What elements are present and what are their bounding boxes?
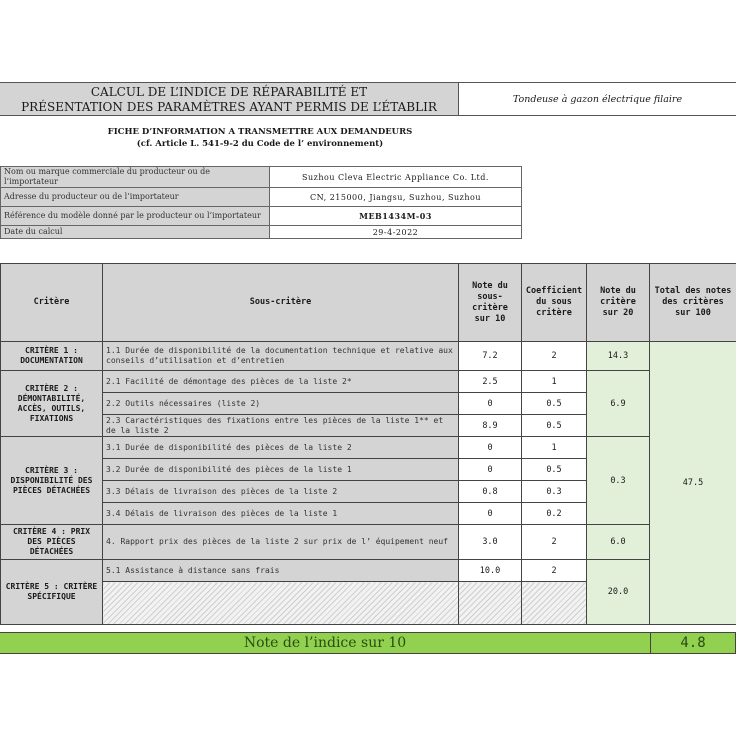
coef-2-3: 0.5 [522,415,587,437]
score-table [0,263,736,625]
sub-criterion-4: 4. Rapport prix des pièces de la liste 2 sur prix de l’ équipement neuf [103,525,459,560]
note10-3-2: 0 [459,459,522,481]
note20-1: 14.3 [587,342,650,371]
criterion-1-name: CRITÈRE 1 : DOCUMENTATION [1,342,103,371]
note10-5: 10.0 [459,560,522,582]
product-name: Tondeuse à gazon électrique filaire [458,82,736,116]
info-row [1,226,522,239]
info-value: 29-4-2022 [270,226,522,239]
note10-4: 3.0 [459,525,522,560]
note10-3-3: 0.8 [459,481,522,503]
coef-4: 2 [522,525,587,560]
fiche-line2: (cf. Article L. 541-9-2 du Code de l’ environnement) [136,139,384,149]
hatched-cell [459,582,522,625]
col-total: Total des notes des critères sur 100 [650,264,736,342]
sub-criterion-2-2: 2.2 Outils nécessaires (liste 2) [103,393,459,415]
table-row [1,371,736,393]
coef-3-2: 0.5 [522,459,587,481]
table-row [1,525,736,560]
sub-criterion-5-1: 5.1 Assistance à distance sans frais [103,560,459,582]
note10-2-3: 8.9 [459,415,522,437]
info-row [1,207,522,226]
fiche-line1: FICHE D’INFORMATION A TRANSMETTRE AUX DEMANDEURS [107,127,413,137]
coef-3-3: 0.3 [522,481,587,503]
sub-criterion-3-2: 3.2 Durée de disponibilité des pièces de la liste 1 [103,459,459,481]
sub-criterion-3-3: 3.3 Délais de livraison des pièces de la liste 2 [103,481,459,503]
note20-4: 6.0 [587,525,650,560]
coef-5: 2 [522,560,587,582]
table-row [1,437,736,459]
info-label: Date du calcul [1,226,270,239]
table-row [1,560,736,582]
col-coef: Coefficient du sous critère [522,264,587,342]
info-label: Nom ou marque commerciale du producteur ou de l’importateur [1,167,270,188]
note20-3: 0.3 [587,437,650,525]
criterion-2-name: CRITÈRE 2 : DÉMONTABILITÉ, ACCÈS, OUTILS, FIXATIONS [1,371,103,437]
header-title-line1: CALCUL DE L’INDICE DE RÉPARABILITÉ ET [90,85,368,99]
info-row [1,188,522,207]
coef-2-1: 1 [522,371,587,393]
info-value: MEB1434M-03 [270,207,522,226]
fiche-heading [0,126,520,150]
table-header-row [1,264,736,342]
col-sous-critere: Sous-critère [103,264,459,342]
note10-2-2: 0 [459,393,522,415]
criterion-4-name: CRITÈRE 4 : PRIX DES PIÈCES DÉTACHÉES [1,525,103,560]
col-note20: Note du critère sur 20 [587,264,650,342]
col-note10: Note du sous-critère sur 10 [459,264,522,342]
hatched-cell [522,582,587,625]
coef-2-2: 0.5 [522,393,587,415]
criterion-3-name: CRITÈRE 3 : DISPONIBILITÉ DES PIÈCES DÉTACHÉES [1,437,103,525]
table-row [1,342,736,371]
note10-3-1: 0 [459,437,522,459]
info-label: Adresse du producteur ou de l’importateur [1,188,270,207]
header-title [0,82,458,116]
info-label: Référence du modèle donné par le producteur ou l’importateur [1,207,270,226]
info-row [1,167,522,188]
sub-criterion-2-1: 2.1 Facilité de démontage des pièces de la liste 2* [103,371,459,393]
coef-3-4: 0.2 [522,503,587,525]
index-value: 4.8 [650,632,736,654]
header-title-line2: PRÉSENTATION DES PARAMÈTRES AYANT PERMIS DE L’ÉTABLIR [21,100,437,114]
note10-1-1: 7.2 [459,342,522,371]
sub-criterion-3-1: 3.1 Durée de disponibilité des pièces de la liste 2 [103,437,459,459]
coef-3-1: 1 [522,437,587,459]
sub-criterion-2-3: 2.3 Caractéristiques des fixations entre les pièces de la liste 1** et de la liste 2 [103,415,459,437]
hatched-cell [103,582,459,625]
total-100: 47.5 [650,342,736,625]
note20-2: 6.9 [587,371,650,437]
info-value: CN, 215000, Jiangsu, Suzhou, Suzhou [270,188,522,207]
criterion-5-name: CRITÈRE 5 : CRITÈRE SPÉCIFIQUE [1,560,103,625]
col-critere: Critère [1,264,103,342]
note10-3-4: 0 [459,503,522,525]
sub-criterion-1-1: 1.1 Durée de disponibilité de la documentation technique et relative aux conseils d’utilisation et d’entretien [103,342,459,371]
note10-2-1: 2.5 [459,371,522,393]
info-value: Suzhou Cleva Electric Appliance Co. Ltd. [270,167,522,188]
sub-criterion-3-4: 3.4 Délais de livraison des pièces de la liste 1 [103,503,459,525]
index-label: Note de l’indice sur 10 [0,632,650,654]
coef-1-1: 2 [522,342,587,371]
note20-5: 20.0 [587,560,650,625]
producer-info-table [0,166,522,239]
